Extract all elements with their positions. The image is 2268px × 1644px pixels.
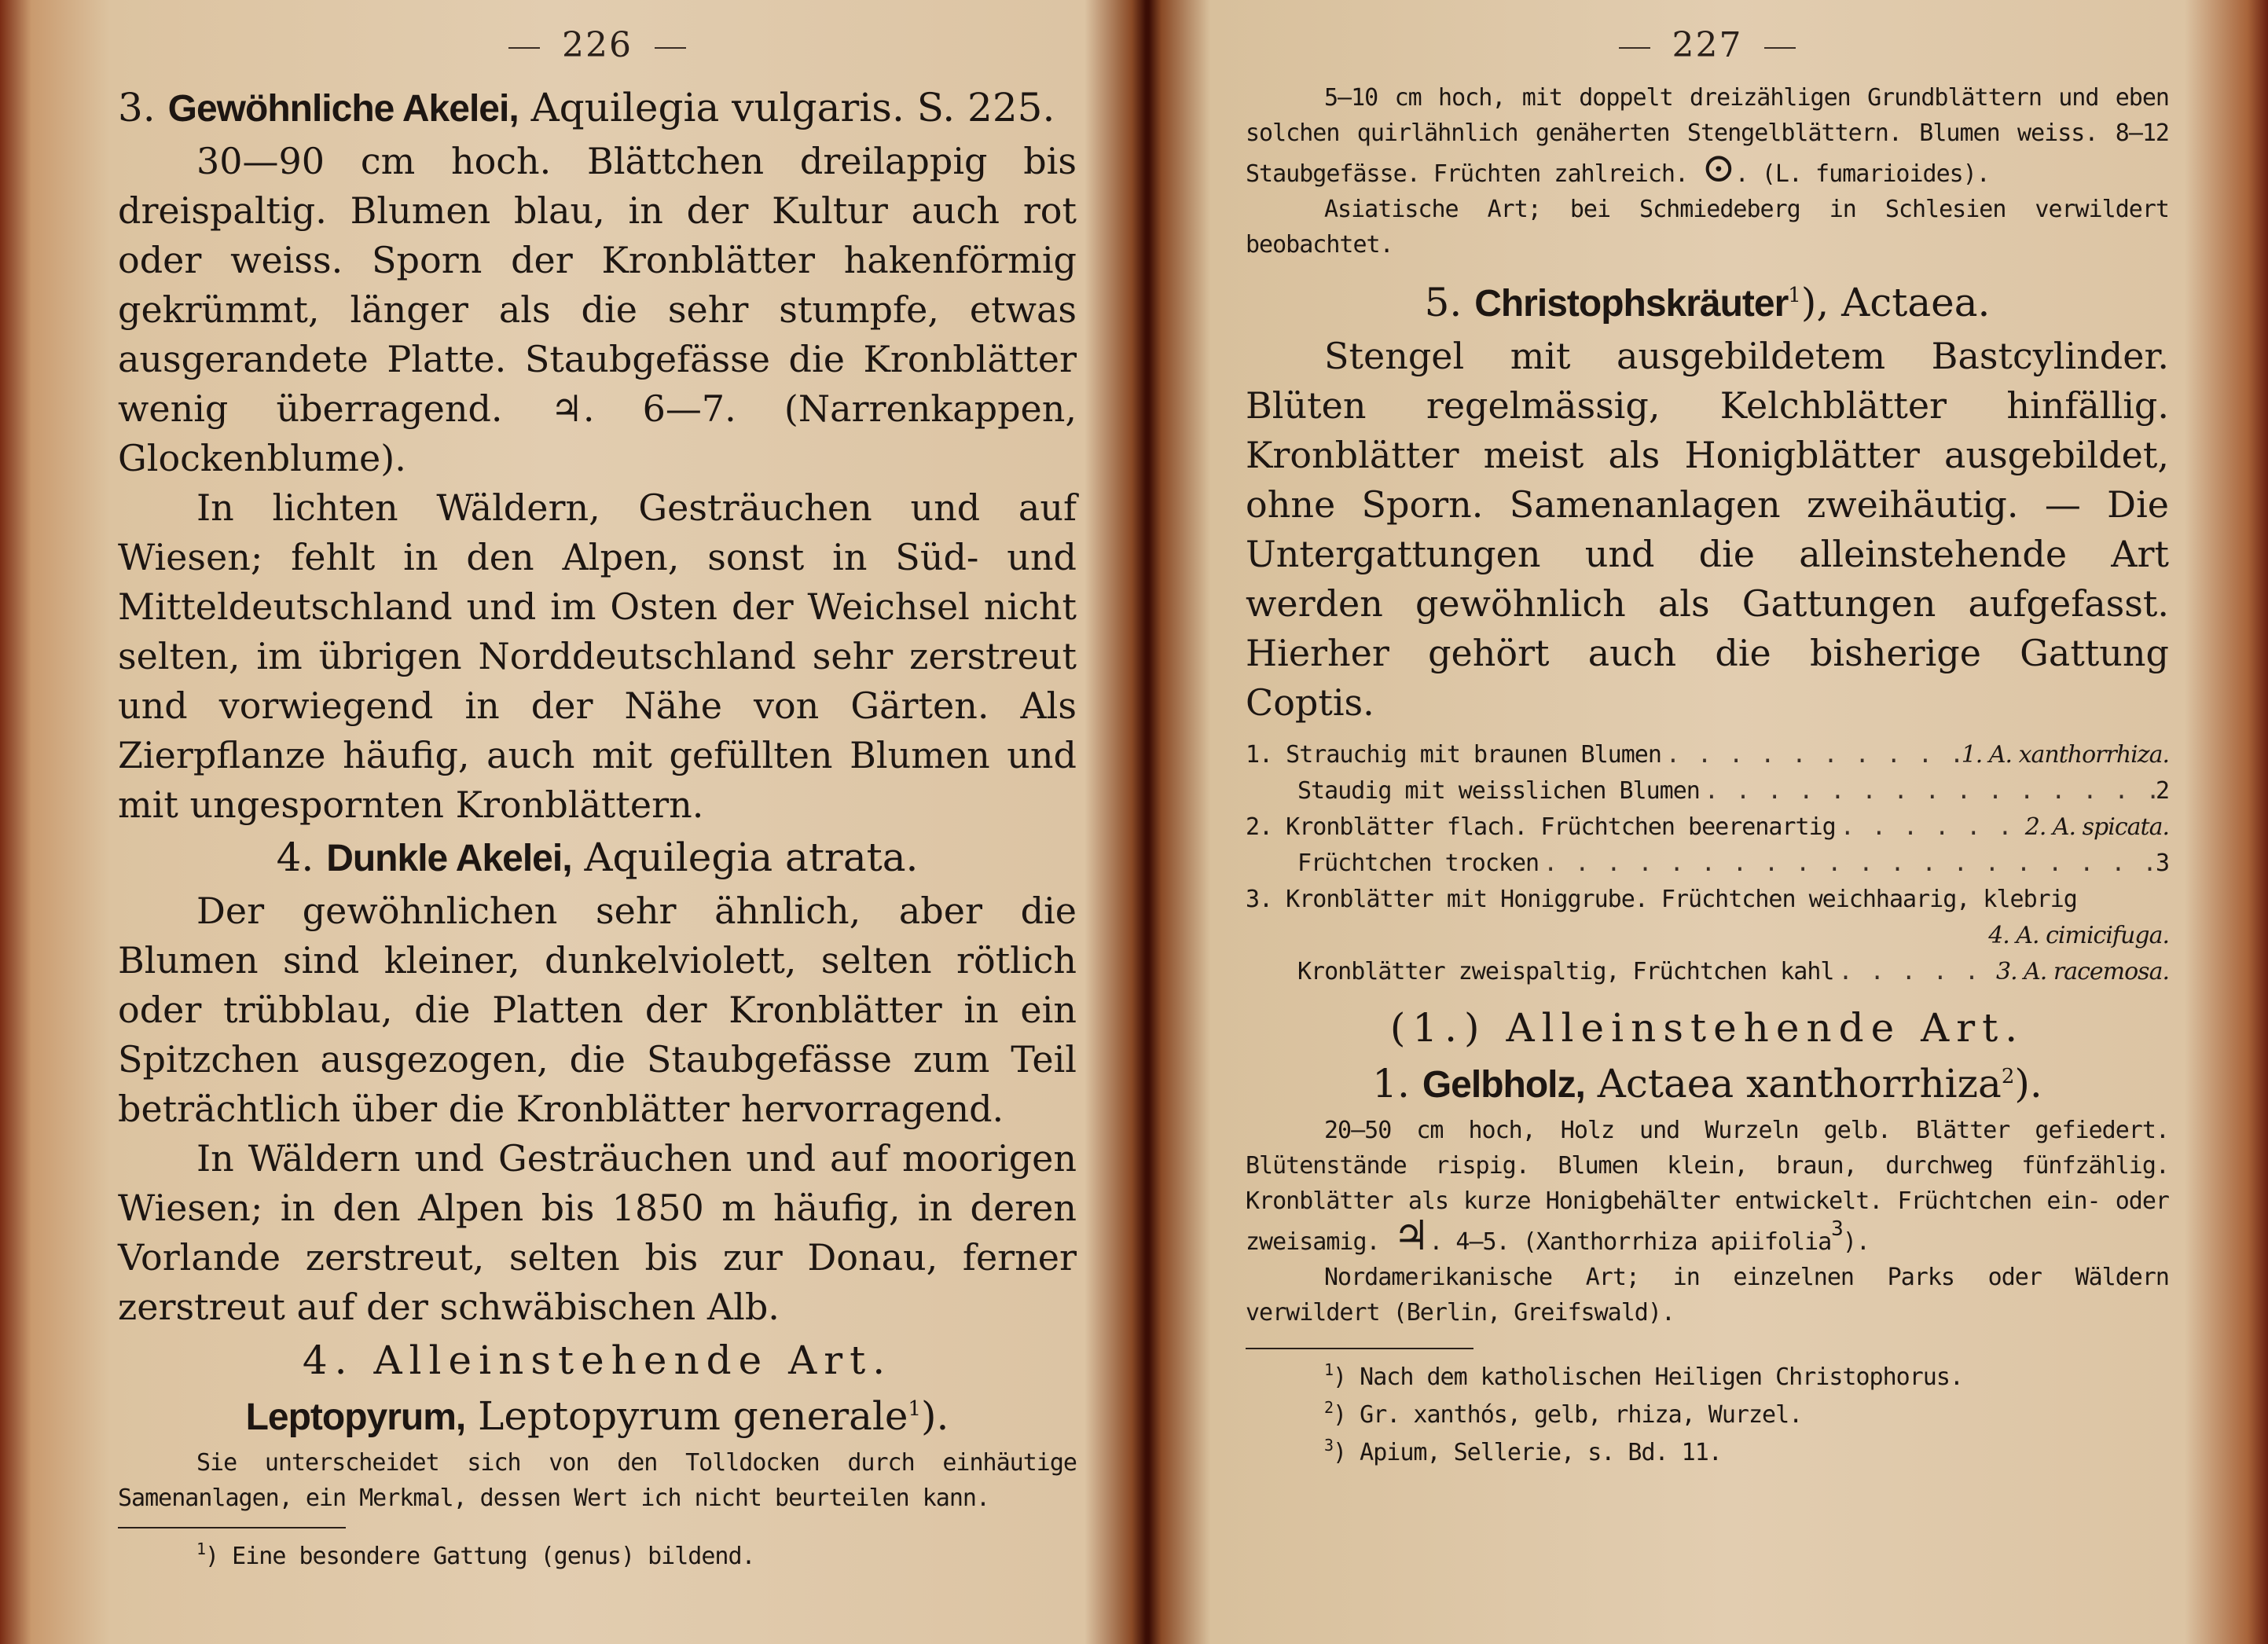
key-row: 1. Strauchig mit braunen Blumen . . . 1. A. xanthorrhiza. [1246,737,2169,773]
key-row: Staudig mit weisslichen Blumen . . . 2 [1246,773,2169,809]
key-row: 4. A. cimicifuga. [1988,922,2169,949]
key-row: Früchtchen trocken . . . 3 [1246,846,2169,882]
section-heading-right: (1.) Alleinstehende Art. [1389,1005,2025,1051]
annual-symbol-icon: ⊙ [1701,145,1735,192]
footnote-left-1: $^1$) Eine besondere Gattung (genus) bildend. [196,1539,755,1570]
genus-description-5: Stengel mit ausgebildetem Bastcylinder. Blüten regelmässig, Kelchblätter hinfällig. Kronblätter meist als Honigblätter ausgebildet, ohne Sporn. Samenanlagen zweihäutig. — Die Untergattungen und die alleinstehende Art werden gewöhnlich als Gattungen aufgefasst. Hierher gehört auch die bisherige Gattung Coptis. [1246,335,2169,724]
footnotes-right [1246,1359,2169,1472]
right-page [1246,0,2169,1644]
asian-species-note: Asiatische Art; bei Schmiedeberg in Schlesien verwildert beobachtet. [1246,196,2169,259]
footnote-rule-left [118,1527,346,1528]
continued-description: 5—10 cm hoch, mit doppelt dreizähligen Grundblättern und eben solchen quirlähnlich genäherten Stengelblättern. Blumen weiss. 8—12 Staubgefässe. Früchten zahlreich. ⊙. (L. fumarioides). [1246,84,2169,192]
footnote-right-2: $^2$) Gr. xanthós, gelb, rhiza, Wurzel. [1324,1398,1803,1429]
footnote-right-1: $^1$) Nach dem katholischen Heiligen Christophorus. [1324,1360,1963,1391]
genus-heading-5: 5. Christophskräuter$^1$), Actaea. [1424,280,1991,325]
key-row: Kronblätter zweispaltig, Früchtchen kahl . . . 3. A. racemosa. [1246,954,2169,990]
species-heading-3: 3. Gewöhnliche Akelei, Aquilegia vulgaris. S. 225. [118,85,1055,130]
species-heading-gelbholz: 1. Gelbholz, Actaea xanthorrhiza$^2$). [1372,1061,2042,1106]
gelbholz-distribution: Nordamerikanische Art; in einzelnen Parks oder Wäldern verwildert (Berlin, Greifswald). [1246,1264,2169,1327]
description-3: 30—90 cm hoch. Blättchen dreilappig bis dreispaltig. Blumen blau, in der Kultur auch rot oder weiss. Sporn der Kronblätter hakenförmig gekrümmt, länger als die sehr stumpfe, etwas ausgerandete Platte. Staubgefässe die Kronblätter wenig überragend. ♃. 6—7. (Narrenkappen, Glockenblume). [118,140,1077,479]
left-page [118,0,1077,1644]
identification-key [1246,737,2169,990]
section-heading-left: 4. Alleinstehende Art. [302,1338,893,1383]
page-number-right: 227 [1246,25,2169,80]
key-row: 2. Kronblätter flach. Früchtchen beerenartig . . . 2. A. spicata. [1246,809,2169,846]
genus-heading-leptopyrum: Leptopyrum, Leptopyrum generale$^1$). [245,1393,949,1439]
habitat-3: In lichten Wäldern, Gesträuchen und auf Wiesen; fehlt in den Alpen, sonst in Süd- und Mitteldeutschland und im Osten der Weichsel nicht selten, im übrigen Norddeutschland sehr zerstreut und vorwiegend in der Nähe von Gärten. Als Zierpflanze häufig, auch mit gefüllten Blumen und mit ungespornten Kronblättern. [118,486,1077,826]
page-number-left: 226 [118,25,1077,80]
perennial-symbol-icon: ♃ [1393,1213,1429,1260]
habitat-4: In Wäldern und Gesträuchen und auf moorigen Wiesen; in den Alpen bis 1850 m häufig, in deren Vorlande zerstreut, selten bis zur Donau, ferner zerstreut auf der schwäbischen Alb. [118,1137,1077,1328]
species-heading-4: 4. Dunkle Akelei, Aquilegia atrata. [276,835,919,880]
gelbholz-description: 20—50 cm hoch, Holz und Wurzeln gelb. Blätter gefiedert. Blütenstände rispig. Blumen klein, braun, durchweg fünfzählig. Kronblätter als kurze Honigbehälter entwickelt. Früchtchen ein- oder zweisamig. ♃. 4—5. (Xanthorrhiza apiifolia$^3$). [1246,1117,2169,1260]
key-row: 3. Kronblätter mit Honiggrube. Früchtchen weichhaarig, klebrig [1246,886,2077,913]
leptopyrum-text: Sie unterscheidet sich von den Tolldocken durch einhäutige Samenanlagen, ein Merkmal, dessen Wert ich nicht beurteilen kann. [118,1449,1077,1512]
footnote-right-3: $^3$) Apium, Sellerie, s. Bd. 11. [1324,1436,1722,1466]
description-4: Der gewöhnlichen sehr ähnlich, aber die Blumen sind kleiner, dunkelviolett, selten rötlich oder trübblau, die Platten der Kronblätter in ein Spitzchen ausgezogen, die Staubgefässe zum Teil beträchtlich über die Kronblätter hervorragend. [118,890,1077,1130]
footnote-rule-right [1246,1348,1473,1349]
